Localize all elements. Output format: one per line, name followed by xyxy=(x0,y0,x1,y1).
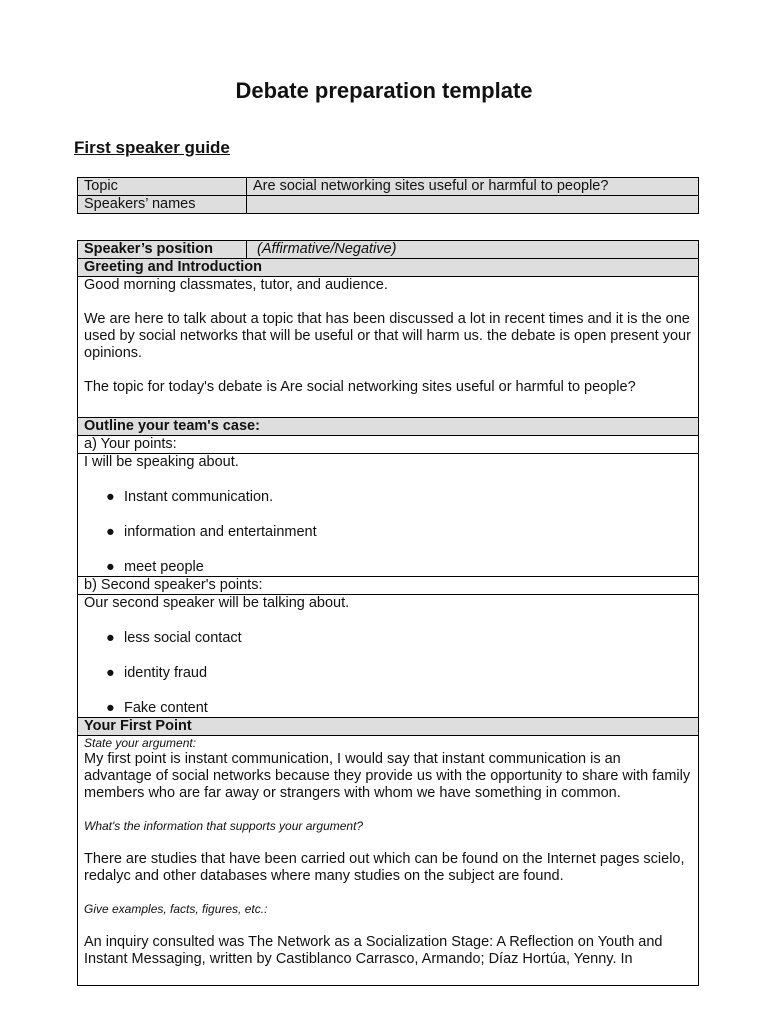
list-item: ● less social contact xyxy=(106,630,242,646)
bullet-icon: ● xyxy=(106,524,115,540)
section-heading: First speaker guide xyxy=(74,138,230,157)
bullet-icon: ● xyxy=(106,559,115,575)
list-item: ● information and entertainment xyxy=(106,524,317,540)
second-points-intro: Our second speaker will be talking about. xyxy=(84,595,350,611)
position-label: Speaker’s position xyxy=(78,241,247,259)
your-points-cell xyxy=(78,454,699,577)
list-item: ● identity fraud xyxy=(106,665,208,681)
topic-label: Topic xyxy=(78,178,247,196)
position-value: (Affirmative/Negative) xyxy=(247,241,699,259)
greeting-cell xyxy=(78,277,699,418)
topic-value: Are social networking sites useful or harmful to people? xyxy=(247,178,699,196)
speakers-value xyxy=(247,196,699,214)
first-point-cell xyxy=(78,736,699,986)
greeting-paragraph-1: Good morning classmates, tutor, and audience. xyxy=(84,277,388,293)
list-item: ● meet people xyxy=(106,559,204,575)
second-points-cell xyxy=(78,595,699,718)
second-points-list xyxy=(84,630,692,717)
bullet-icon: ● xyxy=(106,489,115,505)
bullet-icon: ● xyxy=(106,665,115,681)
speakers-label: Speakers’ names xyxy=(78,196,247,214)
your-points-intro: I will be speaking about. xyxy=(84,454,239,470)
greeting-paragraph-3: The topic for today's debate is Are social networking sites useful or harmful to people? xyxy=(84,379,636,395)
greeting-paragraph-2: We are here to talk about a topic that has been discussed a lot in recent times and it is the one used by social networks that will be useful or that will harm us. the debate is open present your opinions. xyxy=(84,311,691,361)
your-points-list xyxy=(84,489,692,576)
greeting-header: Greeting and Introduction xyxy=(78,259,699,277)
examples-label: Give examples, facts, figures, etc.: xyxy=(84,902,268,916)
examples-text: An inquiry consulted was The Network as a Socialization Stage: A Reflection on Youth and Instant Messaging, written by Castiblanco Carrasco, Armando; Díaz Hortúa, Yenny. In xyxy=(84,934,663,967)
state-argument-label: State your argument: xyxy=(84,736,197,750)
argument-text: My first point is instant communication, I would say that instant communication is an advantage of social networks because they provide us with the opportunity to share with family members who are far away or strangers with whom we have something in common. xyxy=(84,751,691,801)
support-label: What's the information that supports your argument? xyxy=(84,819,364,833)
topic-table xyxy=(77,177,699,214)
outline-header: Outline your team's case: xyxy=(78,418,699,436)
debate-table xyxy=(77,240,699,986)
your-points-label: a) Your points: xyxy=(78,436,699,454)
bullet-icon: ● xyxy=(106,630,115,646)
document-title: Debate preparation template xyxy=(235,78,533,103)
second-points-label: b) Second speaker's points: xyxy=(78,577,699,595)
list-item: ● Instant communication. xyxy=(106,489,274,505)
support-text: There are studies that have been carried out which can be found on the Internet pages scielo, redalyc and other databases where many studies on the subject are found. xyxy=(84,851,685,884)
list-item: ● Fake content xyxy=(106,700,208,716)
bullet-icon: ● xyxy=(106,700,115,716)
first-point-header: Your First Point xyxy=(78,718,699,736)
